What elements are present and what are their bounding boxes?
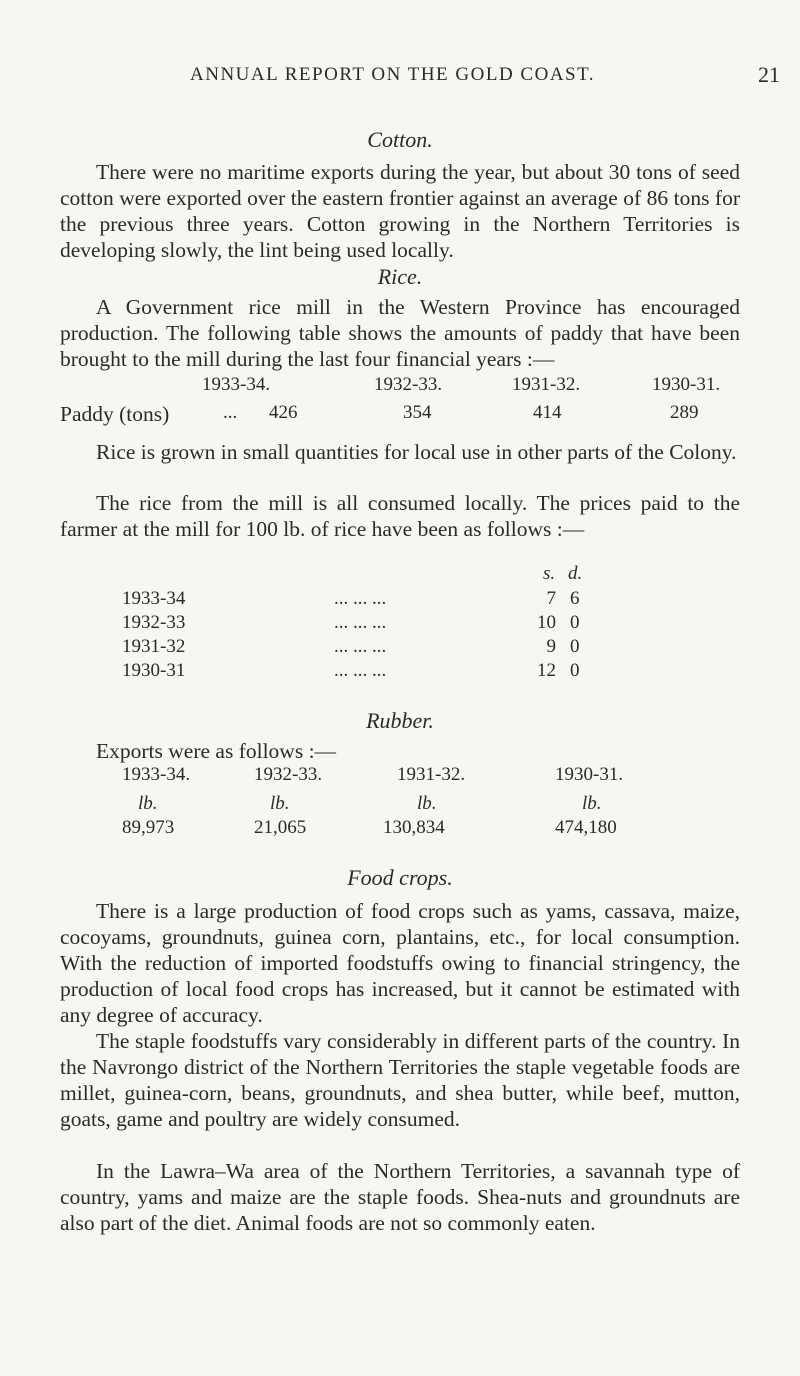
price-pence: 6 (570, 588, 580, 609)
price-shillings: 7 (546, 588, 556, 609)
rubber-unit: lb. (582, 793, 602, 814)
price-leader: ... ... ... (334, 612, 387, 633)
price-leader: ... ... ... (334, 588, 387, 609)
price-unit-shillings: s. (543, 563, 556, 584)
rice-paragraph-1: A Government rice mill in the Western Province has encouraged production. The following table shows the amounts of paddy that have been brought to the mill during the last four financial years :— (60, 295, 740, 371)
rubber-heading: Rubber. (366, 708, 434, 733)
price-shillings: 10 (537, 612, 556, 633)
rubber-year-header: 1930-31. (555, 764, 624, 785)
rubber-unit: lb. (138, 793, 158, 814)
paddy-value: 354 (403, 402, 432, 423)
price-pence: 0 (570, 636, 580, 657)
food-crops-paragraph-1: There is a large production of food crops such as yams, cassava, maize, cocoyams, groundnuts, guinea corn, plantains, etc., for local consumption. With the reduction of imported foodstuffs owing to financial stringency, the production of local food crops has increased, but it cannot be estimated with any degree of accuracy. (60, 899, 740, 1027)
rubber-value: 474,180 (555, 817, 617, 838)
rubber-intro: Exports were as follows :— (96, 739, 337, 763)
paddy-row-label: Paddy (tons) (60, 402, 170, 426)
price-year: 1931-32 (122, 636, 186, 657)
rice-paragraph-3: The rice from the mill is all consumed locally. The prices paid to the farmer at the mill for 100 lb. of rice have been as follows :— (60, 491, 740, 541)
rubber-unit: lb. (417, 793, 437, 814)
price-pence: 0 (570, 612, 580, 633)
food-crops-paragraph-2: The staple foodstuffs vary considerably in different parts of the country. In the Navrongo district of the Northern Territories the staple vegetable foods are millet, guinea-corn, beans, groundnuts, and shea butter, while beef, mutton, goats, game and poultry are widely consumed. (60, 1029, 740, 1131)
paddy-leader: ... (223, 402, 238, 423)
price-leader: ... ... ... (334, 660, 387, 681)
price-year: 1932-33 (122, 612, 186, 633)
food-crops-paragraph-3: In the Lawra–Wa area of the Northern Territories, a savannah type of country, yams and maize are the staple foods. Shea-nuts and groundnuts are also part of the diet. Animal foods are not so commonly eaten. (60, 1159, 740, 1235)
paddy-year-header: 1932-33. (374, 374, 443, 395)
price-year: 1930-31 (122, 660, 186, 681)
paddy-year-header: 1930-31. (652, 374, 721, 395)
paddy-value: 426 (269, 402, 298, 423)
price-leader: ... ... ... (334, 636, 387, 657)
price-shillings: 9 (546, 636, 556, 657)
page-number: 21 (758, 62, 780, 87)
food-crops-heading: Food crops. (347, 865, 453, 890)
rice-heading: Rice. (377, 264, 423, 289)
rubber-year-header: 1932-33. (254, 764, 323, 785)
rubber-year-header: 1933-34. (122, 764, 191, 785)
rubber-unit: lb. (270, 793, 290, 814)
price-year: 1933-34 (122, 588, 186, 609)
running-header (0, 64, 800, 94)
rubber-value: 130,834 (383, 817, 445, 838)
rubber-year-header: 1931-32. (397, 764, 466, 785)
cotton-heading: Cotton. (367, 127, 433, 152)
cotton-paragraph: There were no maritime exports during the year, but about 30 tons of seed cotton were exported over the eastern frontier against an average of 86 tons for the previous three years. Cotton growing in the Northern Territories is developing slowly, the lint being used locally. (60, 160, 740, 262)
paddy-year-header: 1931-32. (512, 374, 581, 395)
paddy-value: 414 (533, 402, 562, 423)
running-title: ANNUAL REPORT ON THE GOLD COAST. (190, 64, 596, 85)
price-pence: 0 (570, 660, 580, 681)
rubber-value: 89,973 (122, 817, 175, 838)
rice-paragraph-2: Rice is grown in small quantities for local use in other parts of the Colony. (96, 440, 737, 464)
price-unit-pence: d. (568, 563, 583, 584)
paddy-value: 289 (670, 402, 699, 423)
paddy-year-header: 1933-34. (202, 374, 271, 395)
rubber-value: 21,065 (254, 817, 307, 838)
price-shillings: 12 (537, 660, 556, 681)
